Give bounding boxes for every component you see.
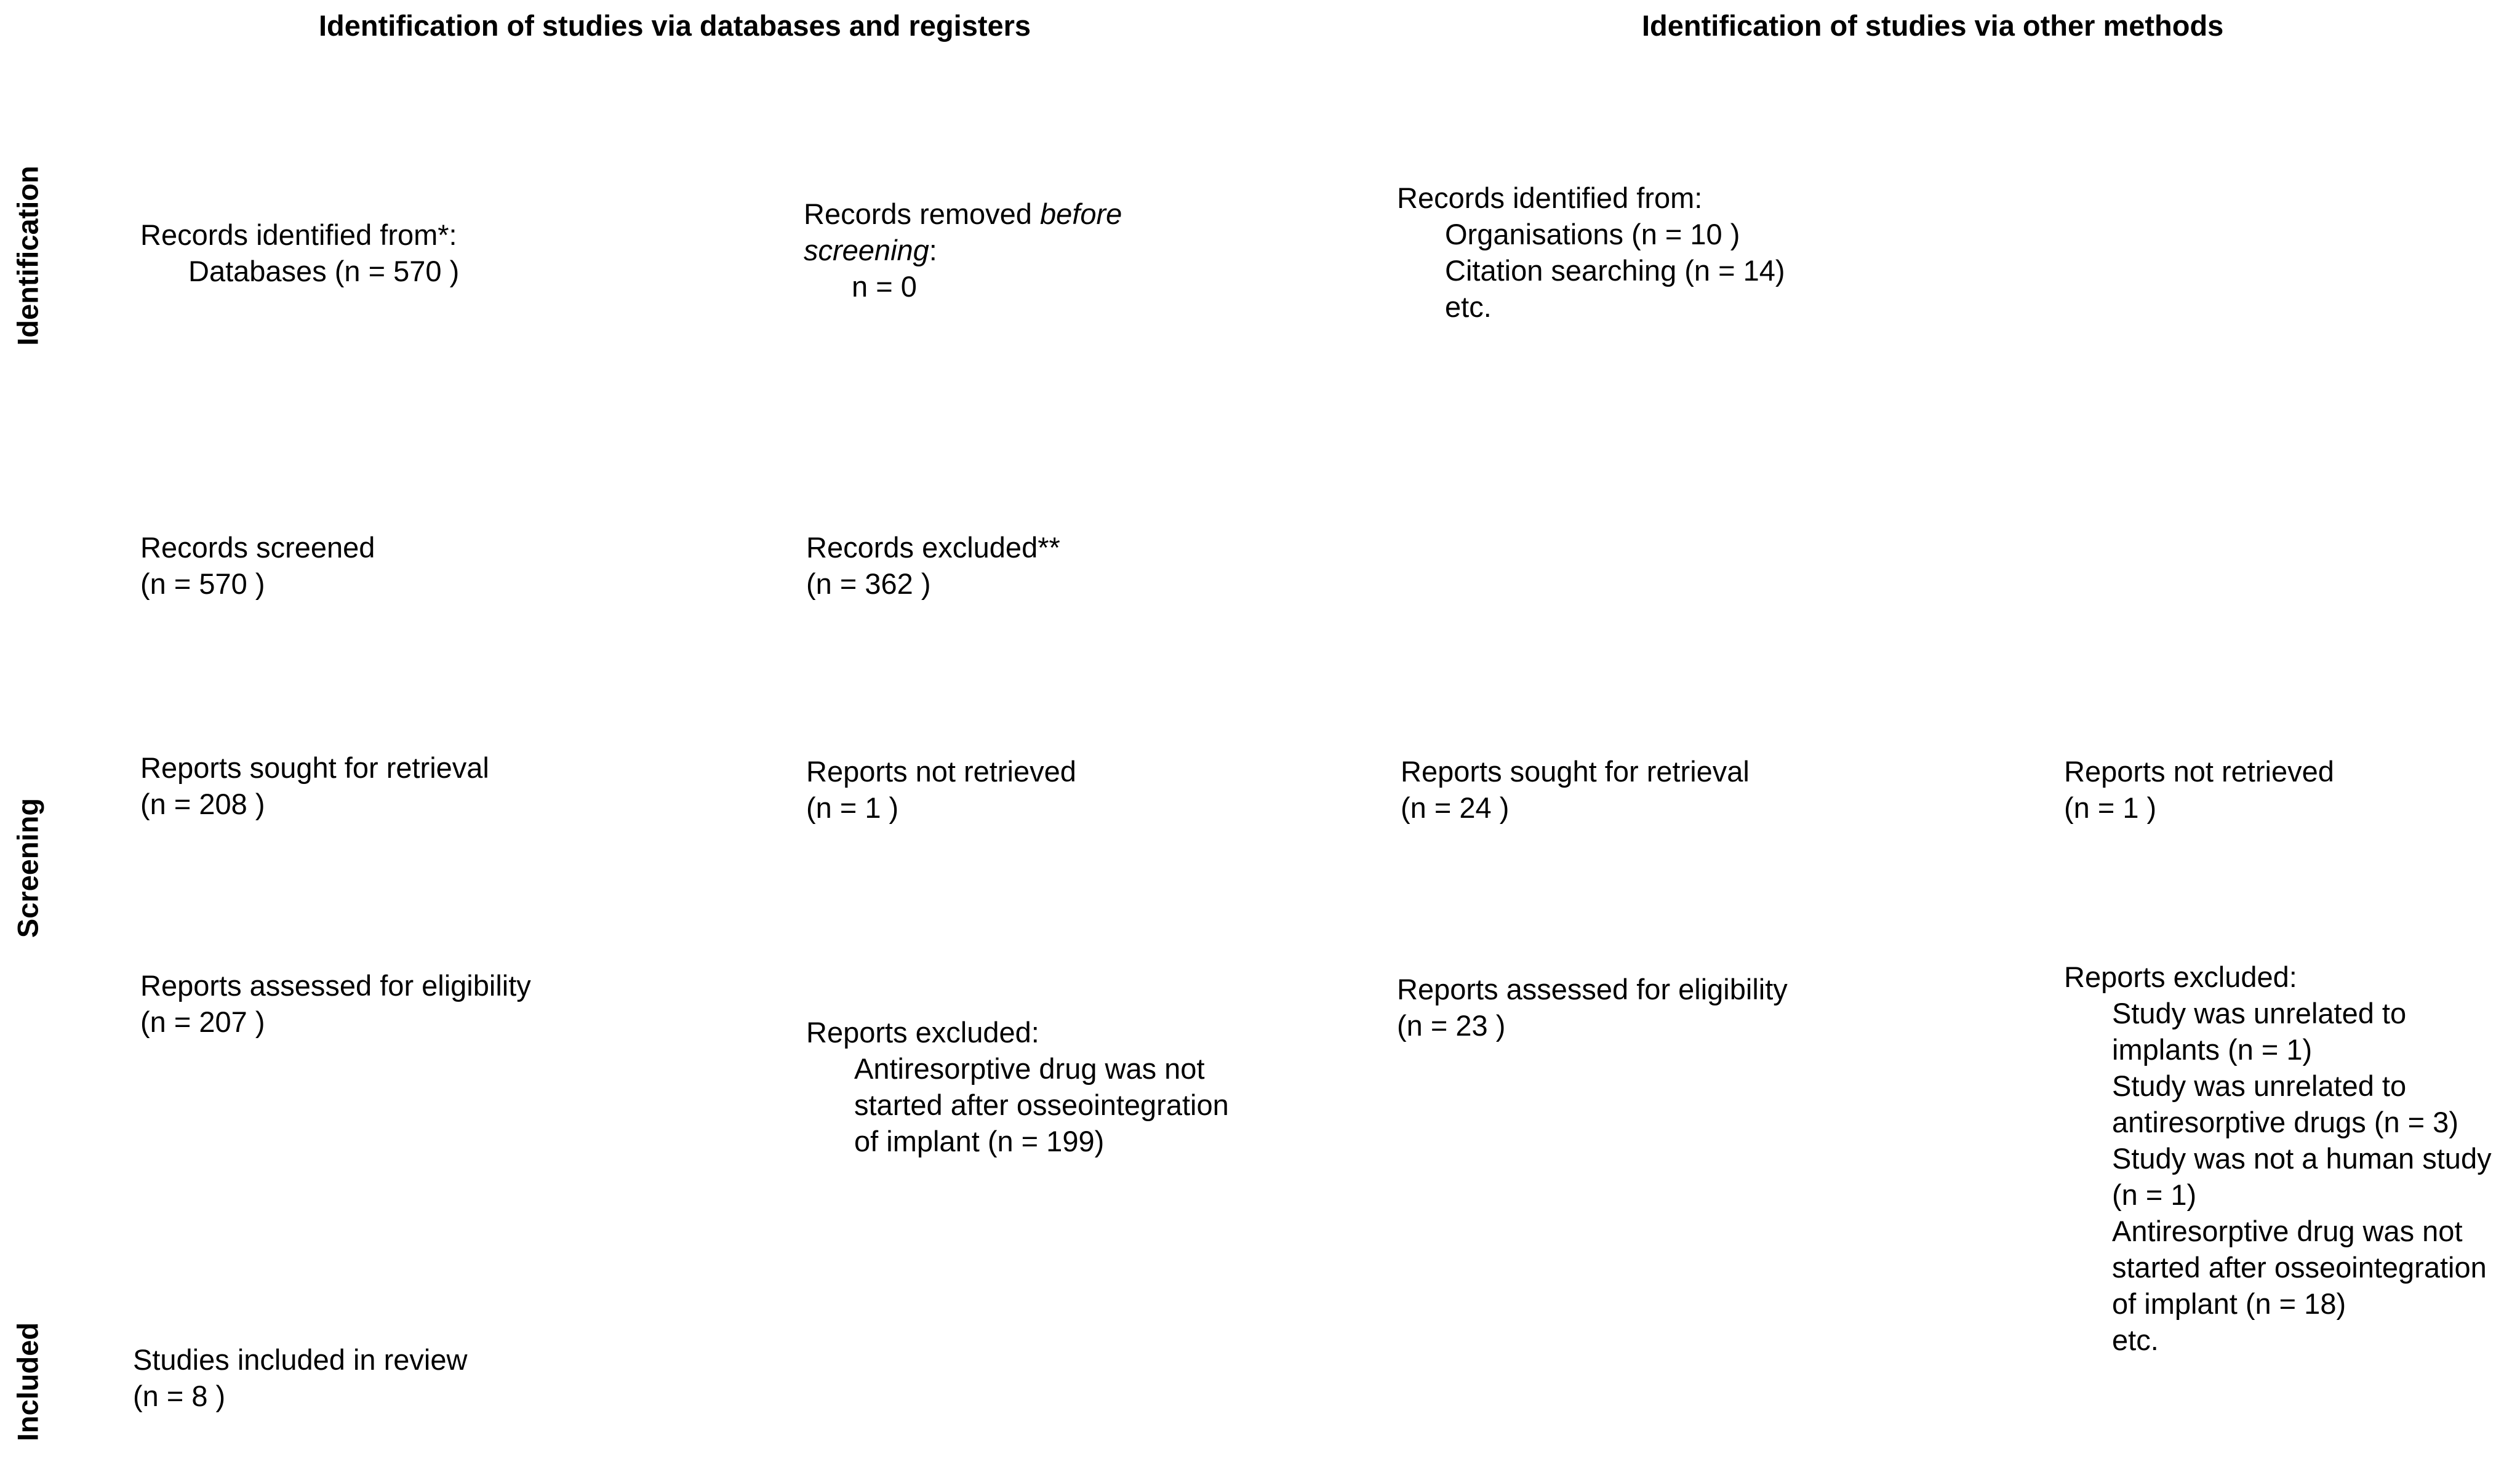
db-reports-assessed-box xyxy=(140,967,531,1040)
studies-included-box xyxy=(133,1341,467,1414)
phase-screening: Screening xyxy=(11,797,44,938)
other-excluded-line: Study was unrelated to xyxy=(2112,997,2407,1029)
db-records-removed-box xyxy=(804,196,1122,305)
db-records-removed-title-line1: Records removed before xyxy=(804,198,1122,230)
other-excluded-line: started after osseointegration xyxy=(2112,1251,2487,1284)
db-records-identified-title: Records identified from*: xyxy=(140,218,457,251)
db-records-removed-title-line2: screening: xyxy=(804,234,937,266)
db-reports-assessed-title: Reports assessed for eligibility xyxy=(140,969,531,1002)
db-reports-not-retrieved-title: Reports not retrieved xyxy=(806,755,1076,788)
other-records-identified-title: Records identified from: xyxy=(1397,182,1703,214)
db-records-screened-box xyxy=(140,529,375,602)
phase-included: Included xyxy=(11,1322,44,1442)
other-reports-sought-title: Reports sought for retrieval xyxy=(1401,755,1750,788)
header-other-methods: Identification of studies via other methods xyxy=(1642,9,2224,42)
db-reports-excluded-title: Reports excluded: xyxy=(806,1016,1039,1049)
other-identified-organisations: Organisations (n = 10 ) xyxy=(1445,218,1740,250)
studies-included-count: (n = 8 ) xyxy=(133,1380,226,1412)
db-records-identified-box xyxy=(140,217,459,289)
other-excluded-line: antiresorptive drugs (n = 3) xyxy=(2112,1106,2458,1138)
db-records-identified-databases: Databases (n = 570 ) xyxy=(188,255,460,287)
phase-identification: Identification xyxy=(11,166,44,346)
other-reports-sought-box xyxy=(1401,753,1750,826)
db-reports-excluded-reason-line: of implant (n = 199) xyxy=(854,1125,1105,1157)
db-records-excluded-box xyxy=(806,529,1060,602)
db-reports-excluded-box xyxy=(806,1014,1229,1159)
other-records-identified-box xyxy=(1397,180,1785,325)
other-reports-assessed-title: Reports assessed for eligibility xyxy=(1397,973,1788,1005)
db-reports-excluded-reason-line: Antiresorptive drug was not xyxy=(854,1052,1205,1085)
db-reports-assessed-count: (n = 207 ) xyxy=(140,1005,265,1038)
db-reports-not-retrieved-box xyxy=(806,753,1076,826)
db-reports-not-retrieved-count: (n = 1 ) xyxy=(806,791,899,824)
other-excluded-line: (n = 1) xyxy=(2112,1178,2197,1211)
other-identified-etc: etc. xyxy=(1445,290,1492,323)
other-reports-not-retrieved-box xyxy=(2064,753,2334,826)
db-reports-sought-title: Reports sought for retrieval xyxy=(140,751,489,784)
other-reports-not-retrieved-title: Reports not retrieved xyxy=(2064,755,2334,788)
other-reports-assessed-count: (n = 23 ) xyxy=(1397,1009,1506,1042)
db-reports-excluded-reason-line: started after osseointegration xyxy=(854,1089,1229,1121)
other-excluded-line: of implant (n = 18) xyxy=(2112,1287,2346,1320)
other-excluded-line: Study was not a human study xyxy=(2112,1142,2492,1175)
header-databases: Identification of studies via databases and registers xyxy=(319,9,1031,42)
db-reports-sought-count: (n = 208 ) xyxy=(140,788,265,820)
other-excluded-line: Antiresorptive drug was not xyxy=(2112,1215,2463,1247)
other-excluded-line: implants (n = 1) xyxy=(2112,1033,2313,1066)
other-reports-not-retrieved-count: (n = 1 ) xyxy=(2064,791,2157,824)
db-reports-sought-box xyxy=(140,749,489,822)
other-excluded-line: Study was unrelated to xyxy=(2112,1069,2407,1102)
db-records-removed-count: n = 0 xyxy=(852,270,917,303)
db-records-screened-title: Records screened xyxy=(140,531,375,564)
db-records-screened-count: (n = 570 ) xyxy=(140,567,265,600)
studies-included-title: Studies included in review xyxy=(133,1343,468,1376)
other-reports-excluded-box xyxy=(2064,959,2492,1358)
other-reports-excluded-title: Reports excluded: xyxy=(2064,961,2297,993)
other-reports-assessed-box xyxy=(1397,971,1788,1044)
other-reports-sought-count: (n = 24 ) xyxy=(1401,791,1510,824)
other-excluded-line: etc. xyxy=(2112,1324,2159,1356)
other-identified-citation-searching: Citation searching (n = 14) xyxy=(1445,254,1785,287)
db-records-excluded-count: (n = 362 ) xyxy=(806,567,931,600)
db-records-excluded-title: Records excluded** xyxy=(806,531,1060,564)
